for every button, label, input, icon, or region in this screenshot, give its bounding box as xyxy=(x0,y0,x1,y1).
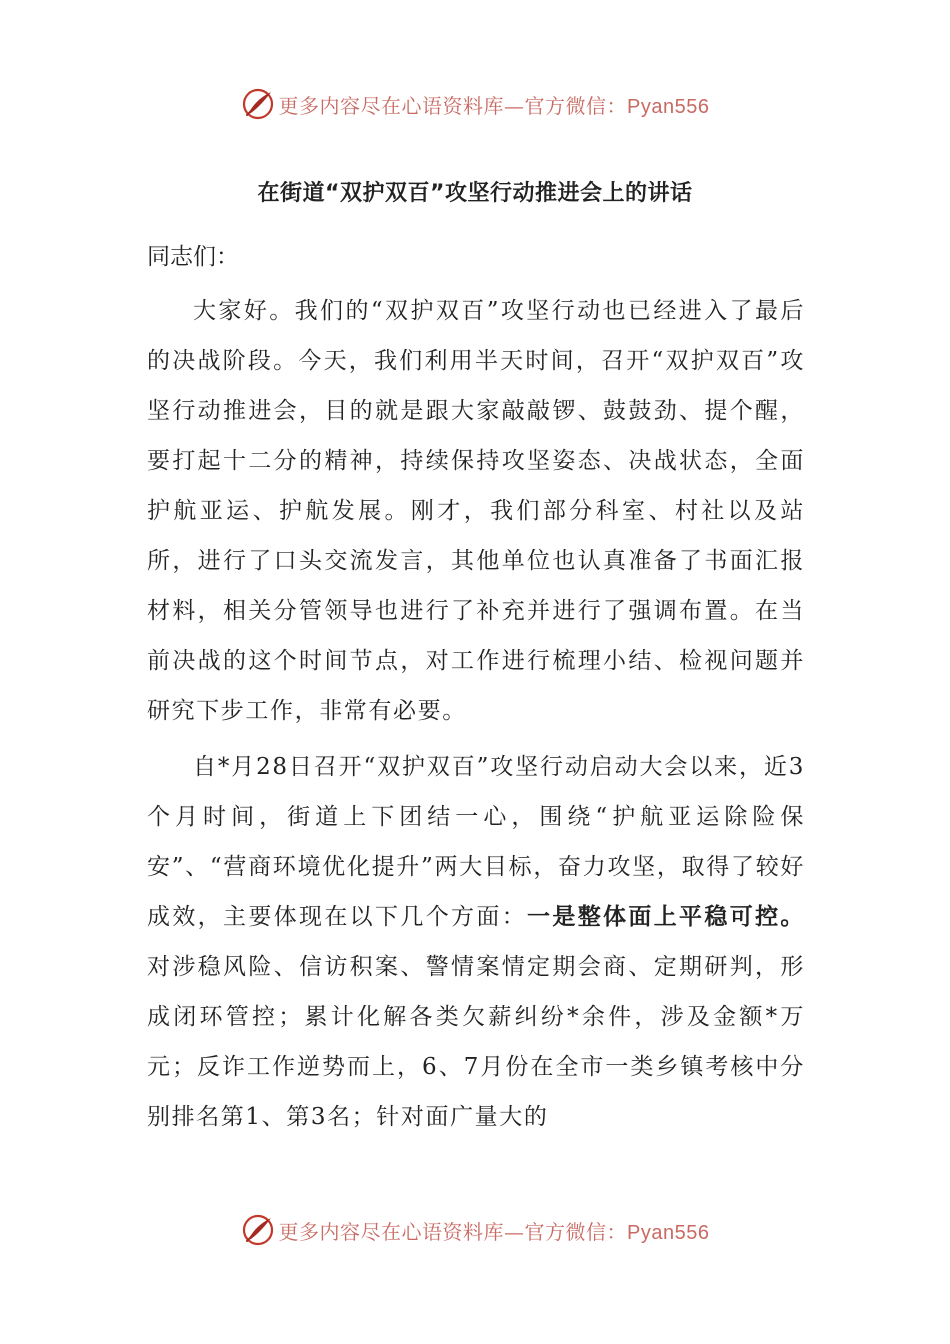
document-body xyxy=(147,232,805,1148)
paragraph-2-highlight: 一是整体面上平稳可控。 xyxy=(527,904,806,930)
footer-banner xyxy=(0,1208,950,1252)
header-banner xyxy=(0,82,950,126)
paragraph-1: 大家好。我们的“双护双百”攻坚行动也已经进入了最后的决战阶段。今天，我们利用半天时间，召开“双护双百”攻坚行动推进会，目的就是跟大家敲敲锣、鼓鼓劲、提个醒，要打起十二分的精神，持续保持攻坚姿态、决战状态，全面护航亚运、护航发展。刚才，我们部分科室、村社以及站所，进行了口头交流发言，其他单位也认真准备了书面汇报材料，相关分管领导也进行了补充并进行了强调布置。在当前决战的这个时间节点，对工作进行梳理小结、检视问题并研究下步工作，非常有必要。 xyxy=(147,298,805,724)
quill-logo-icon xyxy=(241,1213,275,1247)
banner-text: 更多内容尽在心语资料库—官方微信：Pyan556 xyxy=(278,1219,710,1244)
quill-logo-icon xyxy=(241,87,275,121)
banner-text: 更多内容尽在心语资料库—官方微信：Pyan556 xyxy=(278,93,710,118)
paragraph-2 xyxy=(147,742,805,1142)
salutation: 同志们： xyxy=(147,244,239,270)
document-title: 在街道“双护双百”攻坚行动推进会上的讲话 xyxy=(257,181,693,206)
paragraph-2-detail: 对涉稳风险、信访积案、警情案情定期会商、定期研判，形成闭环管控；累计化解各类欠薪纠纷*余件，涉及金额*万元；反诈工作逆势而上，6、7月份在全市一类乡镇考核中分别排名第1、第3名；针对面广量大的 xyxy=(147,954,805,1130)
paragraph-2-intro: 自*月28日召开“双护双百”攻坚行动启动大会以来，近3个月时间，街道上下团结一心，围绕“护航亚运除险保安”、“营商环境优化提升”两大目标，奋力攻坚，取得了较好成效，主要体现在以下几个方面： xyxy=(147,754,805,930)
